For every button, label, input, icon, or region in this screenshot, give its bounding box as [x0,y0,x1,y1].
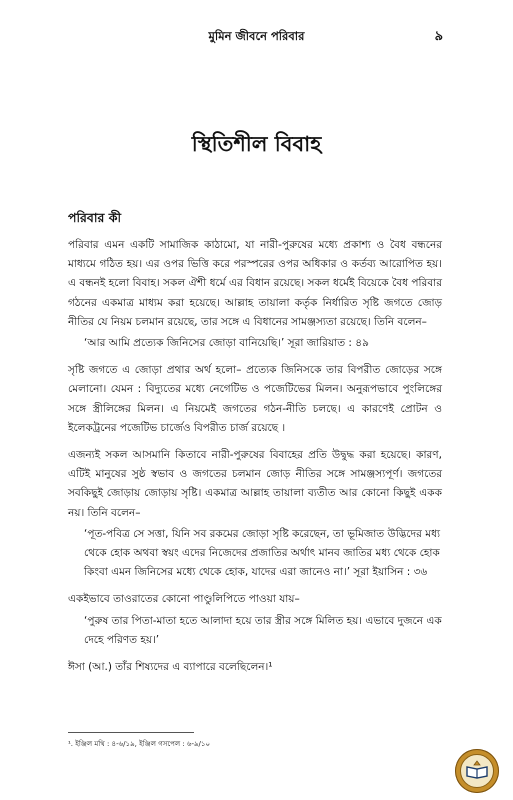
body-text [68,210,442,685]
quote: ‘আর আমি প্রত্যেক জিনিসের জোড়া বানিয়েছি।’ সূরা জারিয়াত : ৪৯ [84,337,369,350]
quote: ‘পূত-পবিত্র সে সত্তা, যিনি সব রকমের জোড়া সৃষ্টি করেছেন, তা ভূমিজাত উদ্ভিদের মধ্য থেকে হোক অথবা স্বয়ং এদের নিজেদের প্রজাতির অর্থাৎ মানব জাতির মধ্য থেকে হোক কিংবা এমন জিনিসের মধ্যে থেকে হোক, যাদের এরা জানেও না।’ সূরা ইয়াসিন : ৩৬ [84,527,441,579]
chapter-title: স্থিতিশীল বিবাহ [191,132,322,156]
footnote: ¹. ইঞ্জিল মথি : ৪-৬/১৯, ইঞ্জিল গসপেল : ৬-৯/১০ [68,740,211,748]
book-emblem-icon [460,754,494,788]
paragraph: পরিবার এমন একটি সামাজিক কাঠামো, যা নারী-পুরুষের মধ্যে প্রকাশ্য ও বৈধ বন্ধনের মাধ্যমে গঠিত হয়। এর ওপর ভিত্তি করে পরস্পরের ওপর অধিকার ও কর্তব্য আরোপিত হয়। এ বন্ধনই হলো বিবাহ। সকল ঐশী ধর্মে এর বিধান রয়েছে। সকল ধর্মেই বিয়েকে বৈধ পরিবার গঠনের একমাত্র মাধ্যম করা হয়েছে। আল্লাহ তায়ালা কর্তৃক নির্ধারিত সৃষ্টি জগতে জোড় নীতির যে নিয়ম চলমান রয়েছে, তার সঙ্গে এ বিধানের সামঞ্জস্যতা রয়েছে। তিনি বলেন– [68,239,442,328]
section-heading: পরিবার কী [68,210,122,225]
quote: ‘পুরুষ তার পিতা-মাতা হতে আলাদা হয়ে তার স্ত্রীর সঙ্গে মিলিত হয়। এভাবে দুজনে এক দেহে পরিণত হয়।’ [84,614,442,646]
footnote-divider [68,732,194,733]
running-header [0,28,513,48]
publisher-logo-icon [455,749,499,793]
paragraph: একইভাবে তাওরাতের কোনো পাণ্ডুলিপিতে পাওয়া যায়– [68,593,300,606]
paragraph: ঈসা (আ.) তাঁর শিষ্যদের এ ব্যাপারে বলেছিলেন।¹ [68,661,273,674]
paragraph: সৃষ্টি জগতে এ জোড়া প্রথার অর্থ হলো– প্রত্যেক জিনিসকে তার বিপরীত জোড়ের সঙ্গে মেলানো। যেমন : বিদ্যুতের মধ্যে নেগেটিভ ও পজেটিভের মিলন। অনুরূপভাবে পুংলিঙ্গের সঙ্গে স্ত্রীলিঙ্গের মিলন। এ নিয়মেই জগতের গঠন-নীতি চলছে। এ কারণেই প্রোটন ও ইলেকট্রনের পজেটিভ চার্জেও বিপরীত চার্জ রয়েছে । [68,364,442,434]
page-number: ৯ [434,29,443,44]
paragraph: এজন্যই সকল আসমানি কিতাবে নারী-পুরুষের বিবাহের প্রতি উদ্বুদ্ধ করা হয়েছে। কারণ, এটিই মানুষের সুষ্ঠ স্বভাব ও জগতের চলমান জোড় নীতির সঙ্গে সামঞ্জস্যপূর্ণ। জগতের সবকিছুই জোড়ায় জোড়ায় সৃষ্টি। একমাত্র আল্লাহ তায়ালা ব্যতীত আর কোনো কিছুই একক নয়। তিনি বলেন– [68,449,442,519]
open-book-icon [461,755,493,787]
running-title: মুমিন জীবনে পরিবার [208,29,305,43]
